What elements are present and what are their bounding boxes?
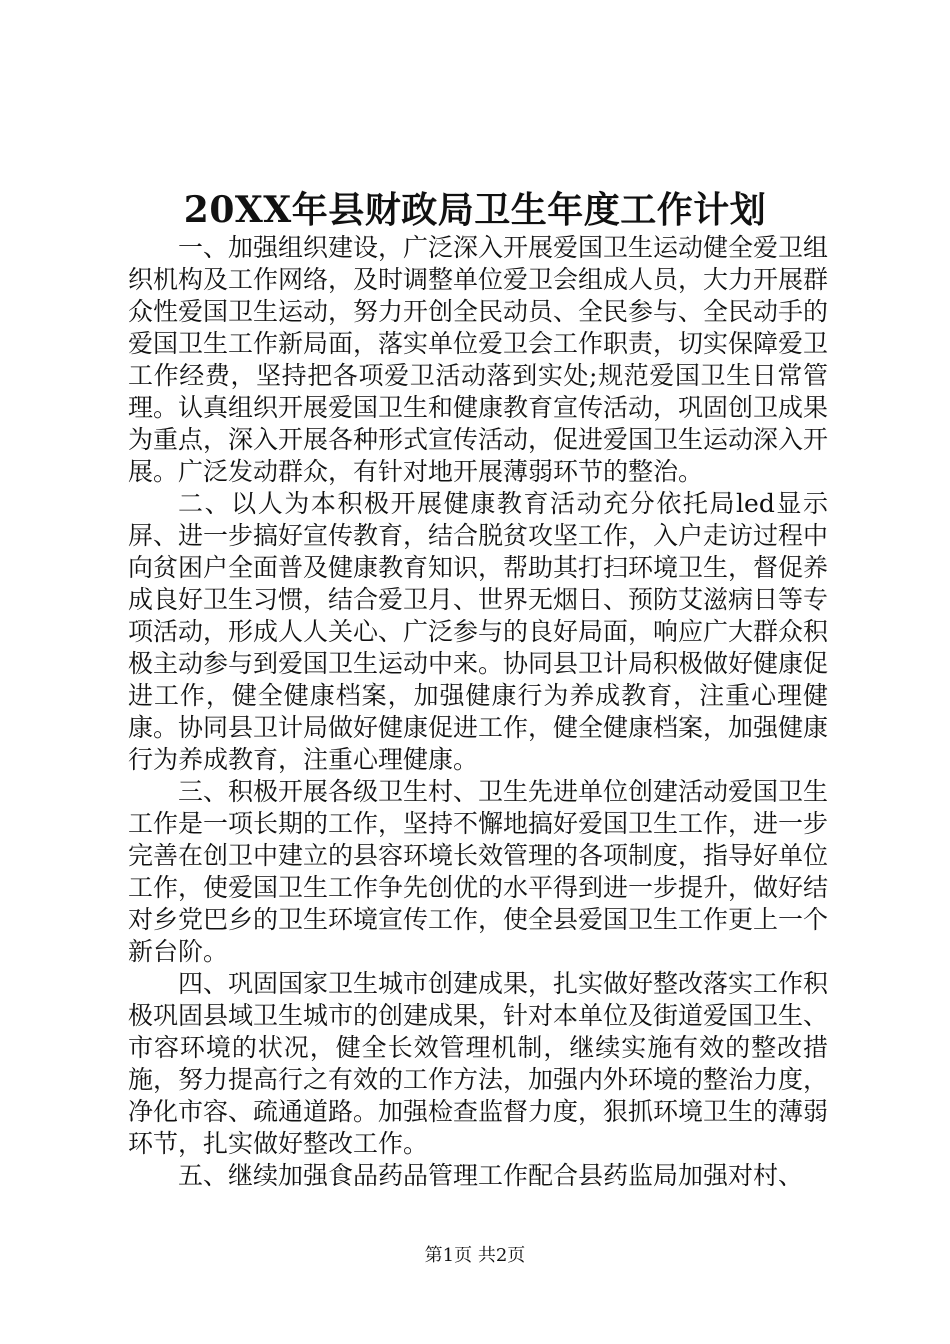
paragraph-1: 一、加强组织建设，广泛深入开展爱国卫生运动健全爱卫组织机构及工作网络，及时调整单位爱卫会组成人员，大力开展群众性爱国卫生运动，努力开创全民动员、全民参与、全民动手的爱国卫生工作新局面，落实单位爱卫会工作职责，切实保障爱卫工作经费，坚持把各项爱卫活动落到实处;规范爱国卫生日常管理。认真组织开展爱国卫生和健康教育宣传活动，巩固创卫成果为重点，深入开展各种形式宣传活动，促进爱国卫生运动深入开展。广泛发动群众，有针对地开展薄弱环节的整治。 xyxy=(128,233,829,486)
document-title: 20XX年县财政局卫生年度工作计划 xyxy=(183,189,767,231)
paragraph-3: 三、积极开展各级卫生村、卫生先进单位创建活动爱国卫生工作是一项长期的工作，坚持不懈地搞好爱国卫生工作，进一步完善在创卫中建立的县容环境长效管理的各项制度，指导好单位工作，使爱国卫生工作争先创优的水平得到进一步提升，做好结对乡党巴乡的卫生环境宣传工作，使全县爱国卫生工作更上一个新台阶。 xyxy=(128,777,829,966)
page-footer: 第1页 共2页 xyxy=(424,1245,526,1266)
paragraph-5: 五、继续加强食品药品管理工作配合县药监局加强对村、 xyxy=(178,1161,804,1190)
document-body xyxy=(128,232,828,1192)
paragraph-4: 四、巩固国家卫生城市创建成果，扎实做好整改落实工作积极巩固县域卫生城市的创建成果，针对本单位及街道爱国卫生、市容环境的状况，健全长效管理机制，继续实施有效的整改措施，努力提高行之有效的工作方法，加强内外环境的整治力度，净化市容、疏通道路。加强检查监督力度，狠抓环境卫生的薄弱环节，扎实做好整改工作。 xyxy=(128,969,829,1158)
paragraph-2: 二、以人为本积极开展健康教育活动充分依托局led显示屏、进一步搞好宣传教育，结合脱贫攻坚工作，入户走访过程中向贫困户全面普及健康教育知识，帮助其打扫环境卫生，督促养成良好卫生习惯，结合爱卫月、世界无烟日、预防艾滋病日等专项活动，形成人人关心、广泛参与的良好局面，响应广大群众积极主动参与到爱国卫生运动中来。协同县卫计局积极做好健康促进工作，健全健康档案，加强健康行为养成教育，注重心理健康。协同县卫计局做好健康促进工作，健全健康档案，加强健康行为养成教育，注重心理健康。 xyxy=(128,489,829,774)
